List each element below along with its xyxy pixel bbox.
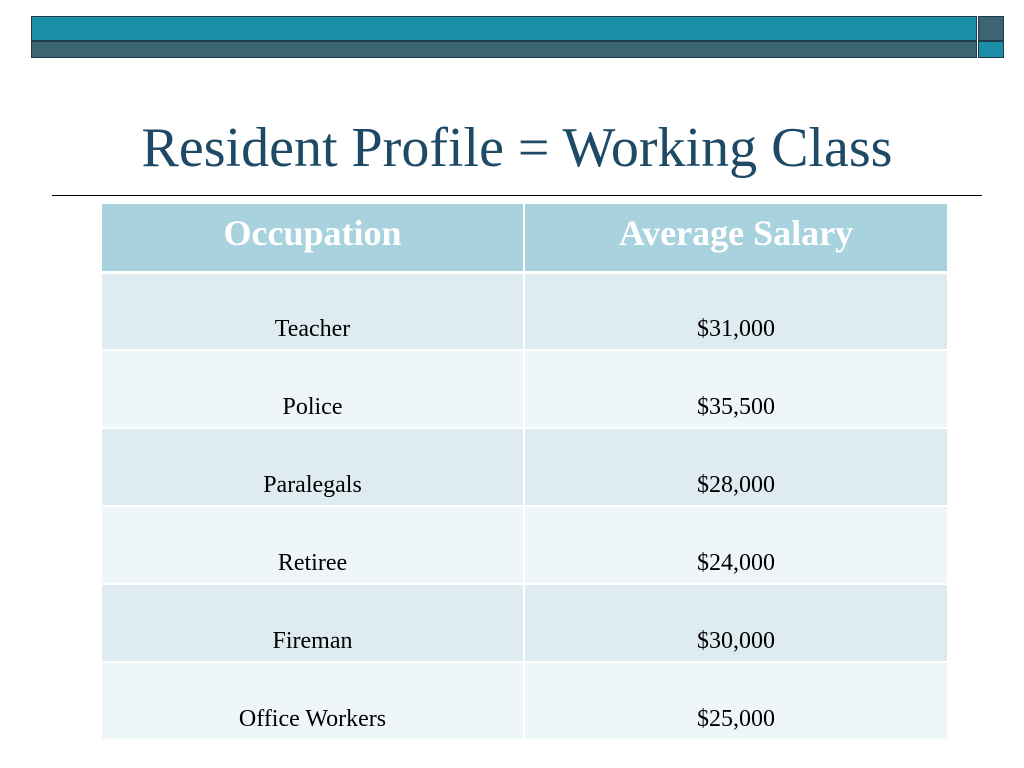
table-row — [102, 428, 947, 506]
occupation-cell: Police — [102, 350, 524, 428]
occupation-cell: Retiree — [102, 506, 524, 584]
occupation-cell: Office Workers — [102, 662, 524, 740]
salary-cell: $24,000 — [524, 506, 947, 584]
title-divider — [52, 195, 982, 196]
banner-corner-square-top — [978, 16, 1004, 41]
occupation-cell: Teacher — [102, 272, 524, 350]
table-row — [102, 272, 947, 350]
salary-cell: $25,000 — [524, 662, 947, 740]
occupation-cell: Fireman — [102, 584, 524, 662]
salary-cell: $31,000 — [524, 272, 947, 350]
banner-corner-square-bottom — [978, 41, 1004, 58]
slide-title: Resident Profile = Working Class — [141, 117, 893, 179]
table-header-row — [102, 204, 947, 272]
header-banner-bottom — [31, 41, 977, 58]
header-banner-top — [31, 16, 977, 41]
salary-cell: $28,000 — [524, 428, 947, 506]
table-row — [102, 662, 947, 740]
table-row — [102, 350, 947, 428]
table-row — [102, 584, 947, 662]
table-row — [102, 506, 947, 584]
column-header-occupation: Occupation — [102, 204, 524, 272]
salary-cell: $30,000 — [524, 584, 947, 662]
occupation-cell: Paralegals — [102, 428, 524, 506]
column-header-average-salary: Average Salary — [524, 204, 947, 272]
salary-table — [102, 204, 947, 741]
salary-cell: $35,500 — [524, 350, 947, 428]
